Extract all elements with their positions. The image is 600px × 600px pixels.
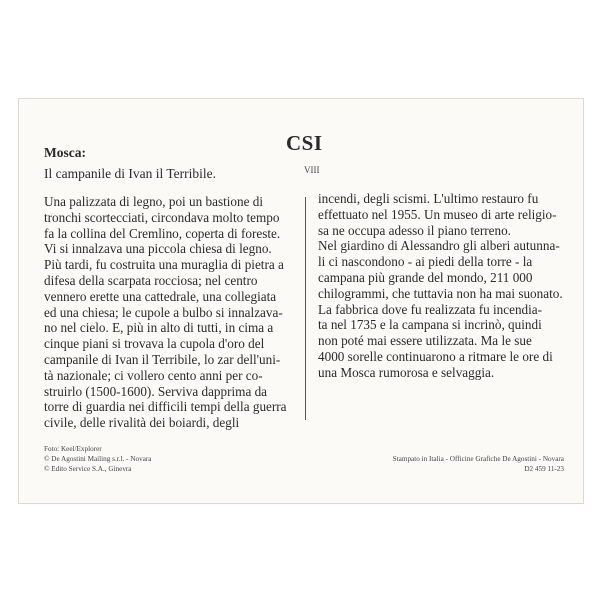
column-divider bbox=[305, 197, 306, 420]
text-line: sa ne occupa adesso il piano terreno. bbox=[318, 222, 511, 238]
left-text-column bbox=[44, 194, 294, 431]
text-line: non poté mai essere utilizzata. Ma le sue bbox=[318, 333, 532, 349]
text-line: 4000 sorelle continuarono a ritmare le ore di bbox=[318, 348, 553, 364]
credit-line: Foto: Keel/Explorer bbox=[44, 445, 102, 453]
text-line: struirlo (1500-1600). Serviva dapprima da bbox=[44, 383, 268, 399]
text-line: campanile di Ivan il Terribile, lo zar dell'uni- bbox=[44, 351, 281, 367]
text-line: Vi si innalzava una piccola chiesa di legno. bbox=[44, 241, 272, 257]
text-line: ed una chiesa; le cupole a bulbo si innalzava- bbox=[44, 304, 283, 320]
text-line: civile, delle rivalità dei boiardi, degli bbox=[44, 415, 240, 431]
text-line: li ci nascondono - ai piedi della torre - la bbox=[318, 254, 533, 270]
text-line: Più tardi, fu costruita una muraglia di pietra a bbox=[44, 257, 284, 273]
printer-line: Stampato in Italia - Officine Grafiche De Agostini - Novara bbox=[392, 455, 564, 463]
card-title: CSI bbox=[286, 131, 323, 155]
text-line: vennero erette una cattedrale, una collegiata bbox=[44, 288, 277, 304]
photo-credits bbox=[44, 444, 151, 474]
location-heading: Mosca: bbox=[44, 145, 86, 160]
text-line: cinque piani si trovava la cupola d'oro del bbox=[44, 336, 265, 352]
text-line: una Mosca rumorosa e selvaggia. bbox=[318, 364, 495, 380]
text-line: difesa della scarpata rocciosa; nel centro bbox=[44, 272, 258, 288]
credit-line: © De Agostini Mailing s.r.l. - Novara bbox=[44, 455, 152, 463]
text-line: ta nel 1735 e la campana si incrinò, quindi bbox=[318, 317, 542, 333]
text-line: chilogrammi, che tuttavia non ha mai suonato. bbox=[318, 285, 563, 301]
print-info bbox=[367, 454, 564, 474]
text-line: no nel cielo. E, più in alto di tutti, in cima a bbox=[44, 320, 274, 336]
product-code: D2 459 11-23 bbox=[524, 465, 564, 473]
card-numeral: VIII bbox=[304, 165, 320, 175]
text-line: Nel giardino di Alessandro gli alberi autunna- bbox=[318, 238, 560, 254]
right-text-column bbox=[318, 191, 572, 381]
card-subtitle: Il campanile di Ivan il Terribile. bbox=[44, 166, 216, 181]
text-line: tronchi scortecciati, circondava molto tempo bbox=[44, 209, 280, 225]
text-line: campana più grande del mondo, 211 000 bbox=[318, 269, 533, 285]
text-line: tà nazionale; ci vollero cento anni per co- bbox=[44, 367, 263, 383]
credit-line: © Edito Service S.A., Ginevra bbox=[44, 465, 132, 473]
text-line: fa la collina del Cremlino, coperta di foreste. bbox=[44, 225, 281, 241]
text-line: Una palizzata di legno, poi un bastione di bbox=[44, 194, 263, 209]
text-line: effettuato nel 1955. Un museo di arte religio- bbox=[318, 206, 557, 222]
text-line: torre di guardia nei difficili tempi della guerra bbox=[44, 399, 287, 415]
text-line: La fabbrica dove fu realizzata fu incendia- bbox=[318, 301, 543, 317]
text-line: incendi, degli scismi. L'ultimo restauro fu bbox=[318, 191, 539, 206]
